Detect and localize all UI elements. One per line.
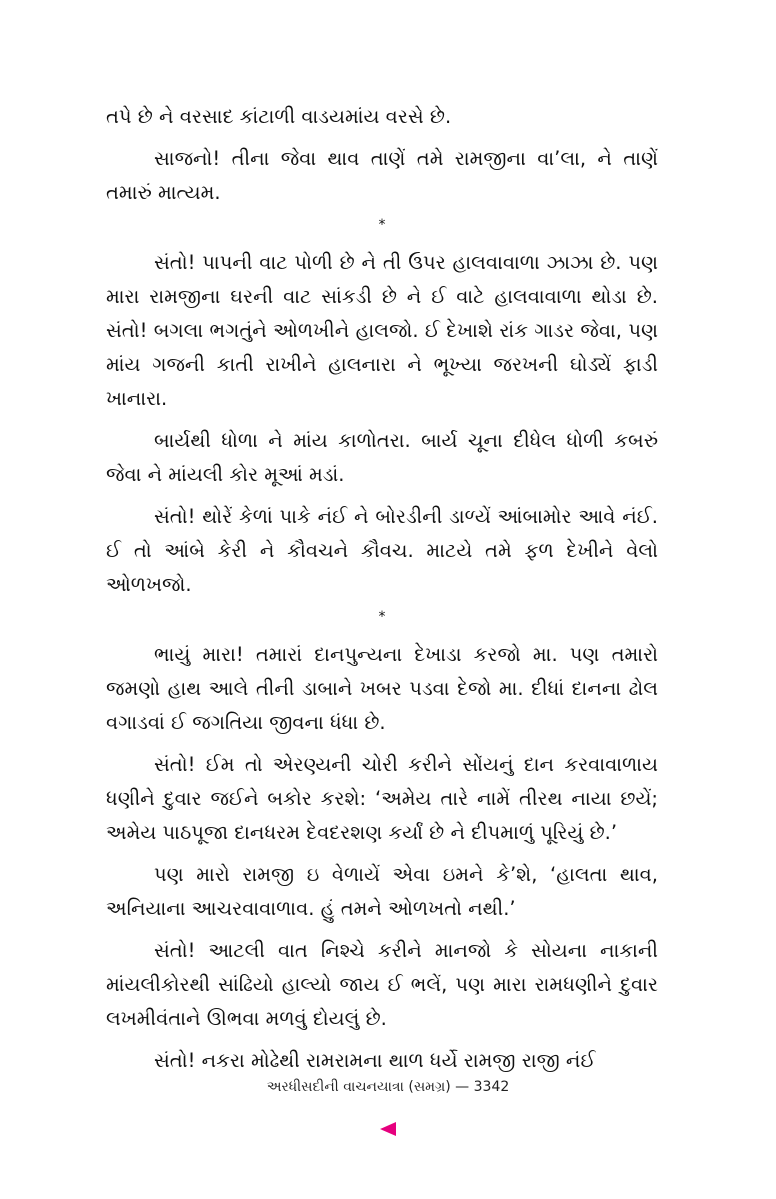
section-separator: *	[378, 217, 386, 233]
paragraph: સંતો! આટલી વાત નિશ્ચે કરીને માનજો કે સોયના નાકાની માંયલીકોરથી સાંઢિયો હાલ્યો જાય ઈ ભલેં, પણ મારા રામધણીને દુવાર લખમીવંતાને ઊભવા મળવું દોયલું છે.	[106, 939, 658, 1030]
footer-title-page-number: અરધીસદીની વાચનયાત્રા (સમગ્ર) — 3342	[266, 1079, 510, 1095]
previous-page-arrow-icon[interactable]	[378, 1120, 398, 1138]
paragraph: સંતો! થોરેં કેળાં પાકે નંઈ ને બોરડીની ડાળ્યેં આંબામોર આવે નંઈ. ઈ તો આંબે કેરી ને કૌવચને કૌવચ. માટયે તમે ફળ દેખીને વેલો ઓળખજો.	[106, 505, 658, 596]
page-footer	[0, 1078, 776, 1096]
page-body-text	[106, 100, 658, 1086]
triangle-left-icon	[380, 1122, 396, 1136]
paragraph: સંતો! પાપની વાટ પોળી છે ને તી ઉપર હાલવાવાળા ઝાઝા છે. પણ મારા રામજીના ઘરની વાટ સાંકડી છે ને ઈ વાટે હાલવાવાળા થોડા છે. સંતો! બગલા ભગતુંને ઓળખીને હાલજો. ઈ દેખાશે રાંક ગાડર જેવા, પણ માંય ગજની કાતી રાખીને હાલનારા ને ભૂખ્યા જરખની ઘોડ્યેં ફાડી ખાનારા.	[106, 251, 658, 410]
paragraph: બાર્યથી ધોળા ને માંય કાળોતરા. બાર્ય ચૂના દીધેલ ધોળી કબરું જેવા ને માંયલી કોર મૂઆં મડાં.	[106, 429, 658, 486]
paragraph: સંતો! ઈમ તો એરણ્યની ચોરી કરીને સોંયનું દાન કરવાવાળાય ધણીને દુવાર જઈને બકોર કરશે: ‘અમેય તારે નામેં તીરથ નાયા છયેં; અમેય પાઠપૂજા દાનધરમ દેવદરશણ કર્યાં છે ને દીપમાળું પૂરિયું છે.’	[106, 753, 658, 844]
paragraph: પણ મારો રામજી ઇ વેળાયેં એવા ઇમને કે’શે, ‘હાલતા થાવ, અનિયાના આચરવાવાળાવ. હું તમને ઓળખતો નથી.’	[106, 863, 658, 920]
paragraph: સાજનો! તીના જેવા થાવ તાણેં તમે રામજીના વા’લા, ને તાણેં તમારું માત્યમ.	[106, 147, 658, 204]
paragraph: તપે છે ને વરસાદ કાંટાળી વાડયમાંય વરસે છે.	[106, 105, 452, 128]
paragraph: ભાયું મારા! તમારાં દાનપુન્યના દેખાડા કરજો મા. પણ તમારો જમણો હાથ આલે તીની ડાબાને ખબર પડવા દેજો મા. દીધાં દાનના ઢોલ વગાડવાં ઈ જગતિયા જીવના ધંધા છે.	[106, 643, 658, 734]
section-separator: *	[378, 609, 386, 625]
paragraph: સંતો! નકરા મોઢેથી રામરામના થાળ ધર્યે રામજી રાજી નંઈ	[154, 1049, 596, 1072]
